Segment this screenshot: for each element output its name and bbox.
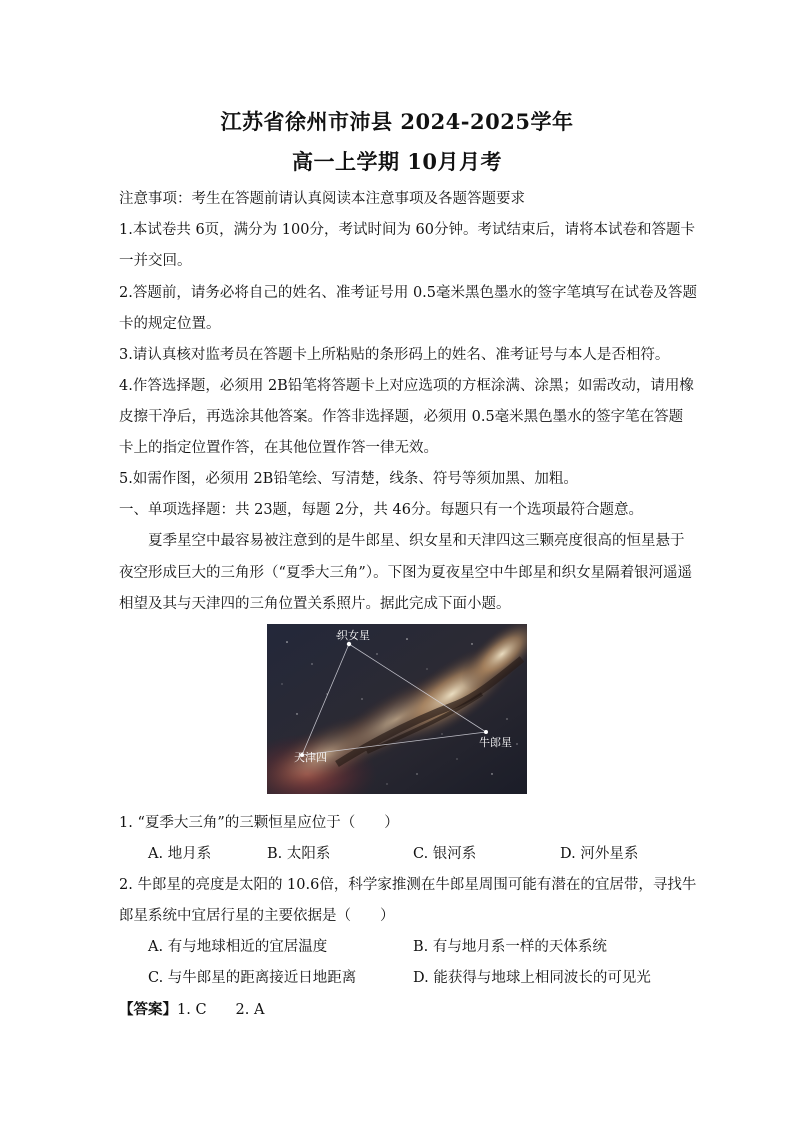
answer-line	[119, 998, 264, 1019]
page-title-line1: 江苏省徐州市沛县 2024-2025学年	[220, 109, 574, 134]
q2-option-d: D. 能获得与地球上相同波长的可见光	[413, 970, 651, 986]
summer-triangle-photo	[267, 624, 527, 794]
passage-line-3: 相望及其与天津四的三角位置关系照片。据此完成下面小题。	[119, 596, 511, 612]
label-vega: 织女星	[337, 629, 370, 642]
q1-option-a: A. 地月系	[148, 846, 212, 862]
notice-item-1b: 一并交回。	[119, 253, 192, 269]
q2-option-a: A. 有与地球相近的宜居温度	[148, 939, 328, 955]
q2-option-b: B. 有与地月系一样的天体系统	[413, 939, 607, 955]
notice-item-4a: 4.作答选择题，必须用 2B铅笔将答题卡上对应选项的方框涂满、涂黑；如需改动，请用橡	[119, 378, 694, 394]
q2-stem-a: 2. 牛郎星的亮度是太阳的 10.6倍，科学家推测在牛郎星周围可能有潜在的宜居带，寻找牛	[119, 877, 697, 893]
answer-label: 【答案】	[119, 1001, 177, 1018]
passage-line-1: 夏季星空中最容易被注意到的是牛郎星、织女星和天津四这三颗亮度很高的恒星悬于	[148, 533, 685, 549]
notice-item-1a: 1.本试卷共 6页，满分为 100分，考试时间为 60分钟。考试结束后，请将本试卷和答题卡	[119, 222, 696, 238]
page-title-line2: 高一上学期 10月月考	[291, 149, 503, 174]
passage-line-2: 夜空形成巨大的三角形（“夏季大三角”）。下图为夏夜星空中牛郎星和织女星隔着银河遥遥	[119, 565, 693, 581]
notice-item-5: 5.如需作图，必须用 2B铅笔绘、写清楚，线条、符号等须加黑、加粗。	[119, 471, 578, 487]
answer-text: 1. C 2. A	[177, 1002, 265, 1018]
q2-stem-b: 郎星系统中宜居行星的主要依据是（ ）	[119, 908, 395, 924]
label-altair: 牛郎星	[479, 736, 512, 749]
q1-option-d: D. 河外星系	[560, 846, 639, 862]
q2-option-c: C. 与牛郎星的距离接近日地距离	[148, 970, 357, 986]
notice-item-4c: 卡上的指定位置作答，在其他位置作答一律无效。	[119, 440, 438, 456]
q1-option-c: C. 银河系	[413, 846, 477, 862]
notice-item-2b: 卡的规定位置。	[119, 316, 221, 332]
notice-item-2a: 2.答题前，请务必将自己的姓名、准考证号用 0.5毫米黑色墨水的签字笔填写在试卷及答题	[119, 285, 697, 301]
label-deneb: 天津四	[294, 751, 327, 764]
q1-stem: 1. “夏季大三角”的三颗恒星应位于（ ）	[119, 815, 399, 831]
notice-item-3: 3.请认真核对监考员在答题卡上所粘贴的条形码上的姓名、准考证号与本人是否相符。	[119, 347, 670, 363]
notice-item-4b: 皮擦干净后，再选涂其他答案。作答非选择题，必须用 0.5毫米黑色墨水的签字笔在答题	[119, 409, 684, 425]
q1-option-b: B. 太阳系	[267, 846, 331, 862]
section-heading: 一、单项选择题：共 23题，每题 2分，共 46分。每题只有一个选项最符合题意。	[119, 502, 643, 518]
notice-heading: 注意事项：考生在答题前请认真阅读本注意事项及各题答题要求	[119, 191, 525, 207]
